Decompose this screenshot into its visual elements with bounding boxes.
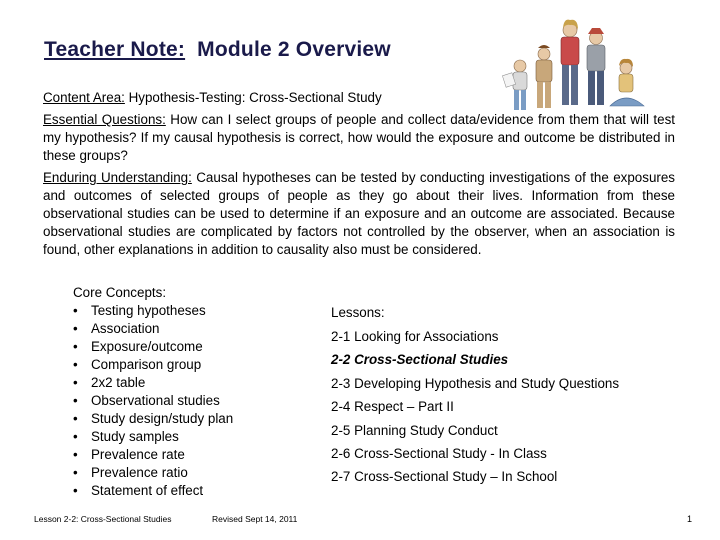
footer-revised: Revised Sept 14, 2011 [212,514,298,524]
lesson-item[interactable]: 2-7 Cross-Sectional Study – In School [331,469,558,485]
concept-item: • Testing hypotheses [73,302,233,320]
student-figure [502,60,527,110]
content-area [43,89,382,107]
essential-questions-label: Essential Questions: [43,112,166,127]
students-illustration [492,14,652,114]
core-concepts [73,284,233,500]
essential-questions-text: How can I select groups of people and collect data/evidence from them that will test my hypothesis? If my causal hypothesis is correct, how would the exposure and outcome be distributed in these groups? [43,112,676,163]
enduring-understanding [43,169,675,259]
concept-item: • Study samples [73,428,233,446]
core-concepts-list [73,302,233,500]
student-figure [587,28,605,105]
essential-questions [43,111,675,165]
page-number: 1 [687,514,693,524]
core-concepts-heading: Core Concepts: [73,285,167,300]
footer-lesson: Lesson 2-2: Cross-Sectional Studies [34,514,172,524]
student-figure [536,45,552,108]
concept-item: • Study design/study plan [73,410,233,428]
content-area-text: Hypothesis-Testing: Cross-Sectional Study [124,90,382,105]
lesson-item[interactable]: 2-5 Planning Study Conduct [331,422,498,438]
content-area-label: Content Area: [43,90,125,105]
concept-item: • Statement of effect [73,482,233,500]
concept-item: • Comparison group [73,356,233,374]
concept-item: • Observational studies [73,392,233,410]
enduring-understanding-text: Causal hypotheses can be tested by conducting investigations of the exposures and outcomes of selected groups of people as they go about their lives. Information from these observational studies can be used to determine if an exposure and an outcome are associated. Because observational studies are complicated by factors not controlled by the observer, when an association is found, other explanations in addition to causality also must be considered. [43,170,676,257]
page-title [44,38,391,62]
concept-item: • Exposure/outcome [73,338,233,356]
lessons-heading: Lessons: [331,305,385,320]
lesson-item[interactable]: 2-6 Cross-Sectional Study - In Class [331,445,547,461]
title-main: Module 2 Overview [197,38,391,61]
student-figure [561,20,579,105]
lesson-item[interactable]: 2-1 Looking for Associations [331,329,499,344]
lesson-item[interactable]: 2-3 Developing Hypothesis and Study Questions [331,375,620,391]
enduring-understanding-label: Enduring Understanding: [43,170,192,185]
lesson-item-current[interactable]: 2-2 Cross-Sectional Studies [331,352,509,368]
title-prefix: Teacher Note: [44,38,186,61]
lessons [331,304,619,492]
concept-item: • Association [73,320,233,338]
concept-item: • Prevalence rate [73,446,233,464]
concept-item: • 2x2 table [73,374,233,392]
concept-item: • Prevalence ratio [73,464,233,482]
student-figure [610,59,644,106]
lesson-item[interactable]: 2-4 Respect – Part II [331,399,454,415]
